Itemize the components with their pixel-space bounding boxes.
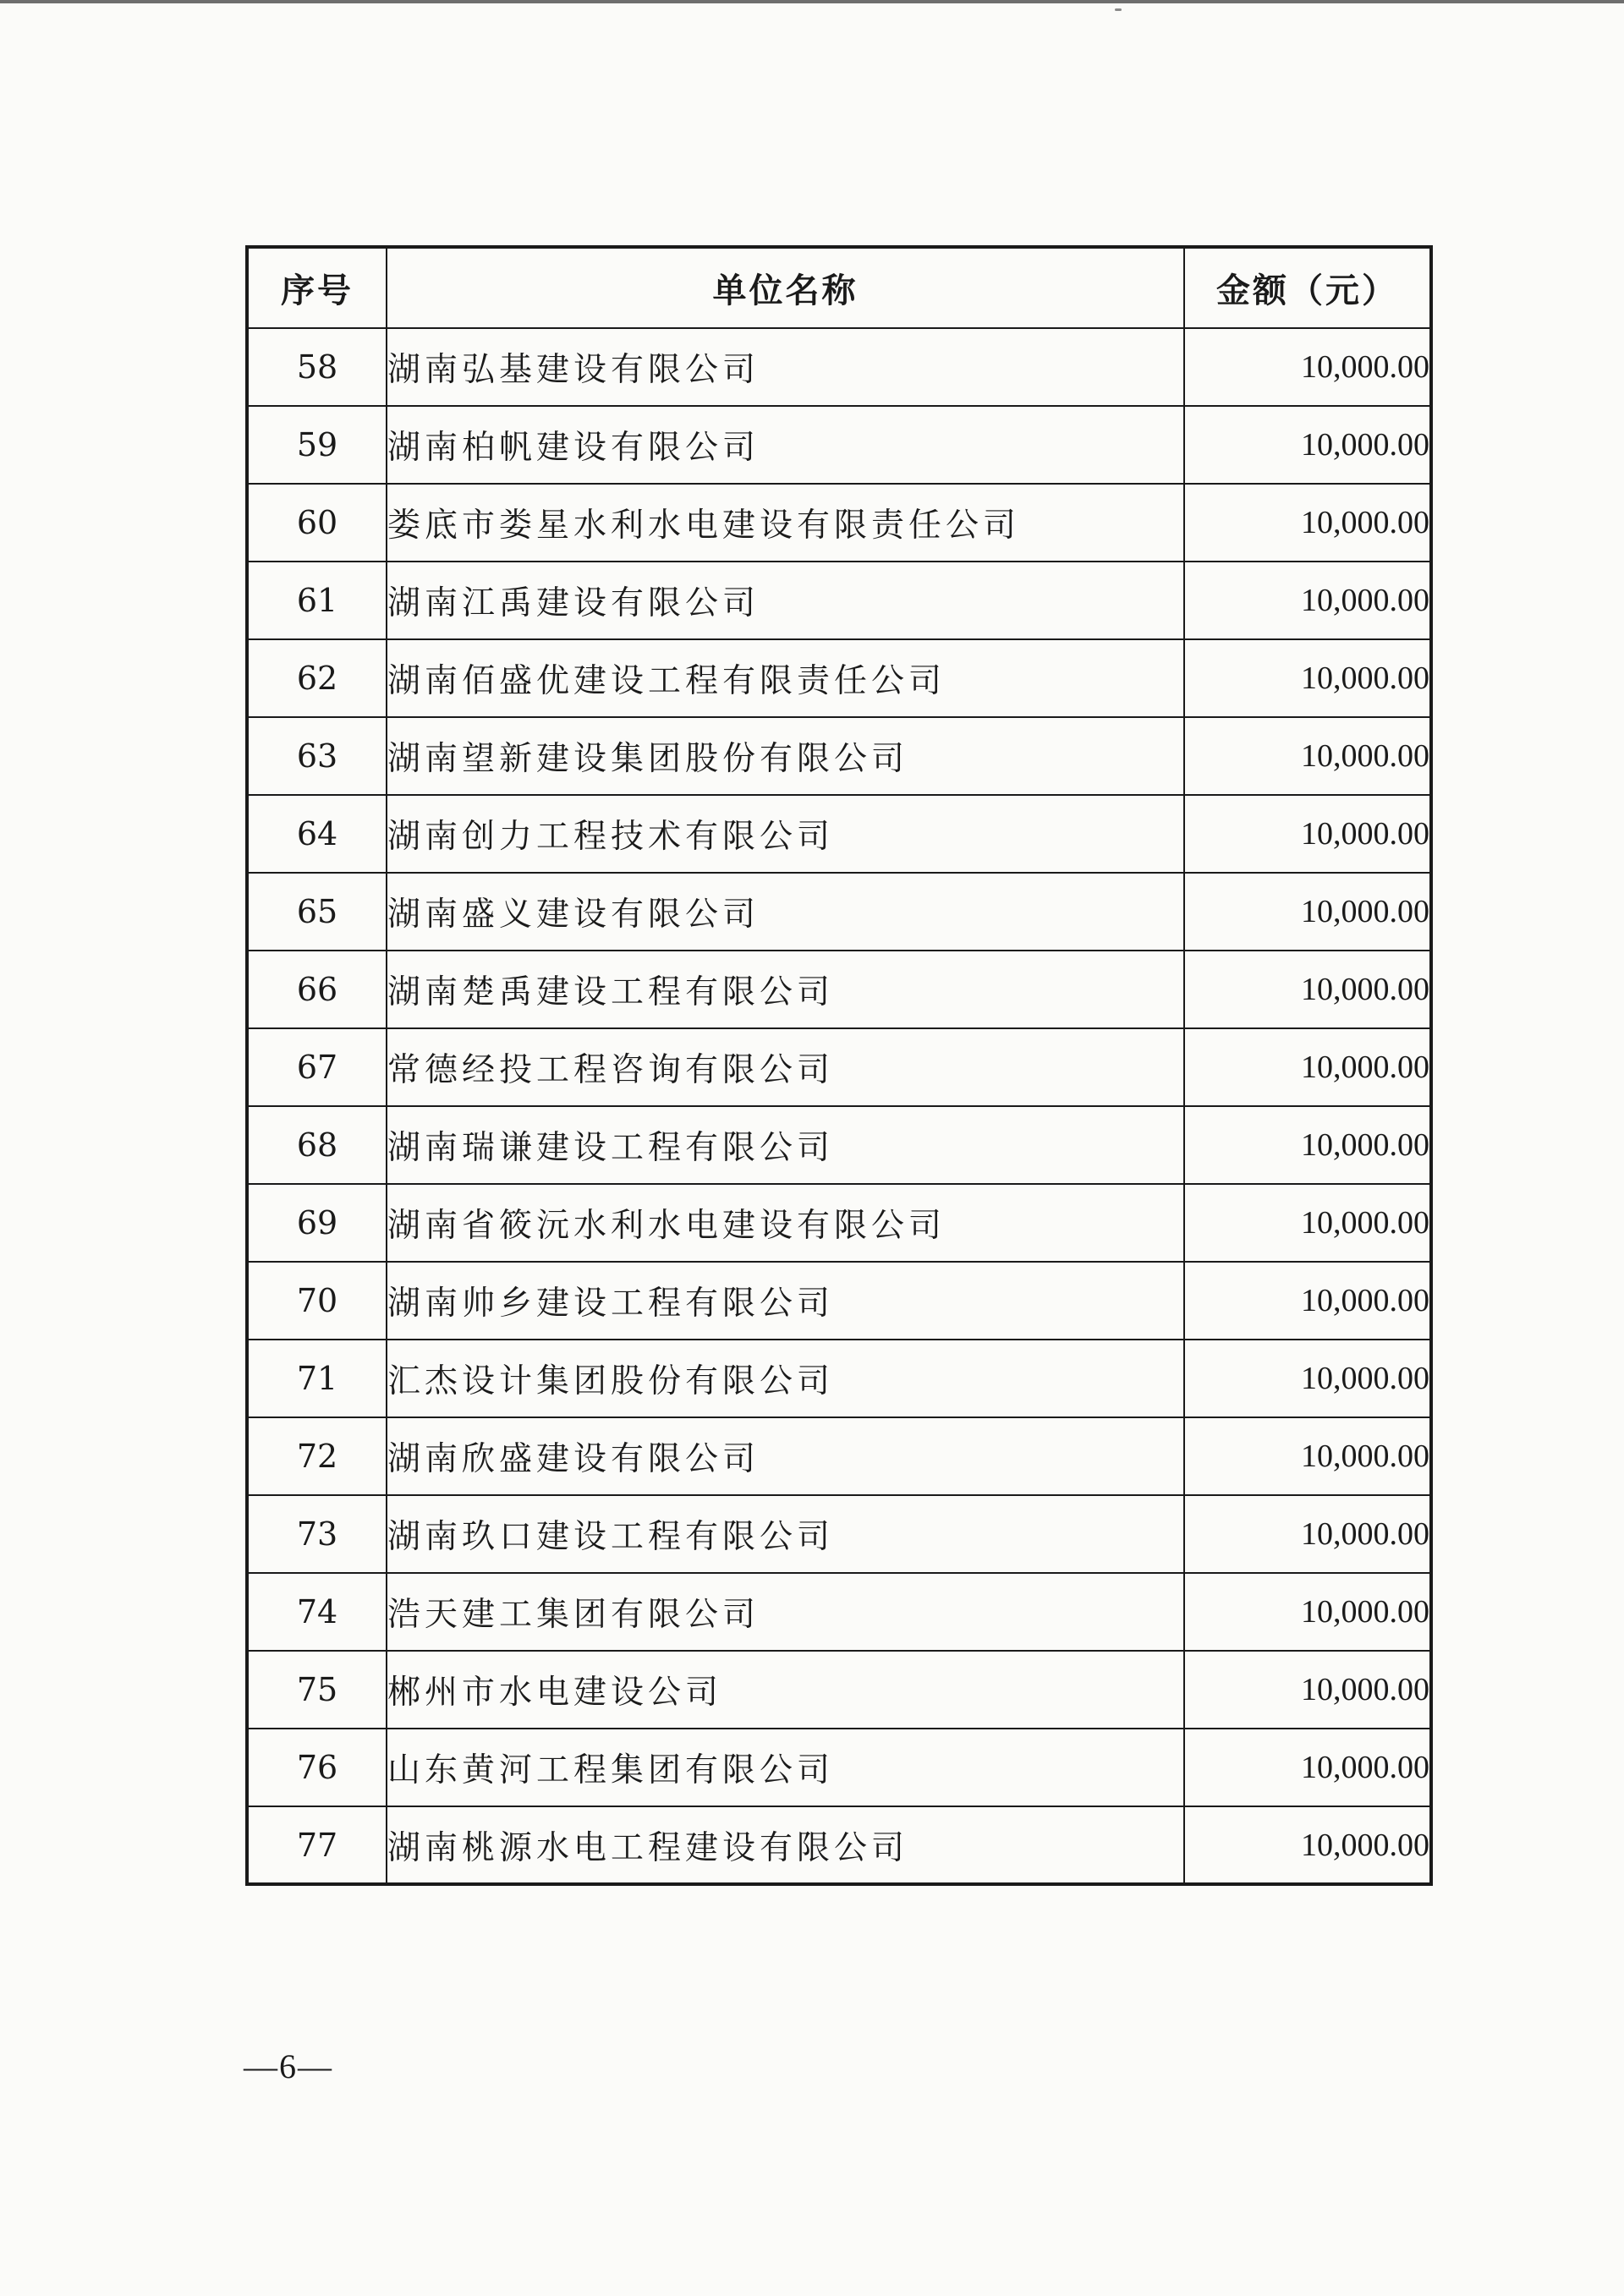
cell-amount: 10,000.00 bbox=[1184, 1184, 1431, 1262]
cell-unit-name: 汇杰设计集团股份有限公司 bbox=[387, 1340, 1184, 1417]
cell-unit-name: 浩天建工集团有限公司 bbox=[387, 1573, 1184, 1651]
cell-unit-name: 湖南欣盛建设有限公司 bbox=[387, 1417, 1184, 1495]
cell-unit-name: 湖南望新建设集团股份有限公司 bbox=[387, 717, 1184, 795]
scan-top-edge bbox=[0, 0, 1624, 3]
cell-amount: 10,000.00 bbox=[1184, 1417, 1431, 1495]
cell-amount: 10,000.00 bbox=[1184, 1495, 1431, 1573]
cell-serial-number: 67 bbox=[247, 1028, 387, 1106]
scan-speck bbox=[1115, 8, 1122, 11]
cell-unit-name: 山东黄河工程集团有限公司 bbox=[387, 1729, 1184, 1806]
cell-unit-name: 湖南玖口建设工程有限公司 bbox=[387, 1495, 1184, 1573]
cell-amount: 10,000.00 bbox=[1184, 1729, 1431, 1806]
table-row bbox=[247, 873, 1431, 951]
cell-amount: 10,000.00 bbox=[1184, 951, 1431, 1028]
table-row bbox=[247, 1262, 1431, 1340]
cell-unit-name: 湖南省筱沅水利水电建设有限公司 bbox=[387, 1184, 1184, 1262]
cell-amount: 10,000.00 bbox=[1184, 406, 1431, 484]
table-row bbox=[247, 1340, 1431, 1417]
cell-amount: 10,000.00 bbox=[1184, 1262, 1431, 1340]
table-row bbox=[247, 717, 1431, 795]
cell-serial-number: 58 bbox=[247, 328, 387, 406]
header-serial-number: 序号 bbox=[247, 247, 387, 328]
cell-unit-name: 常德经投工程咨询有限公司 bbox=[387, 1028, 1184, 1106]
table-row bbox=[247, 1573, 1431, 1651]
cell-serial-number: 68 bbox=[247, 1106, 387, 1184]
cell-serial-number: 62 bbox=[247, 639, 387, 717]
cell-unit-name: 湖南佰盛优建设工程有限责任公司 bbox=[387, 639, 1184, 717]
table-row bbox=[247, 406, 1431, 484]
cell-serial-number: 70 bbox=[247, 1262, 387, 1340]
table-row bbox=[247, 1651, 1431, 1729]
cell-amount: 10,000.00 bbox=[1184, 562, 1431, 639]
cell-unit-name: 湖南创力工程技术有限公司 bbox=[387, 795, 1184, 873]
table-row bbox=[247, 328, 1431, 406]
cell-serial-number: 77 bbox=[247, 1806, 387, 1884]
cell-unit-name: 湖南江禹建设有限公司 bbox=[387, 562, 1184, 639]
cell-unit-name: 娄底市娄星水利水电建设有限责任公司 bbox=[387, 484, 1184, 562]
cell-serial-number: 76 bbox=[247, 1729, 387, 1806]
cell-serial-number: 59 bbox=[247, 406, 387, 484]
cell-unit-name: 湖南帅乡建设工程有限公司 bbox=[387, 1262, 1184, 1340]
cell-unit-name: 郴州市水电建设公司 bbox=[387, 1651, 1184, 1729]
cell-serial-number: 64 bbox=[247, 795, 387, 873]
cell-unit-name: 湖南桃源水电工程建设有限公司 bbox=[387, 1806, 1184, 1884]
cell-serial-number: 61 bbox=[247, 562, 387, 639]
cell-amount: 10,000.00 bbox=[1184, 1806, 1431, 1884]
table-row bbox=[247, 639, 1431, 717]
table-row bbox=[247, 1028, 1431, 1106]
cell-serial-number: 73 bbox=[247, 1495, 387, 1573]
table-row bbox=[247, 1806, 1431, 1884]
cell-serial-number: 65 bbox=[247, 873, 387, 951]
cell-amount: 10,000.00 bbox=[1184, 1028, 1431, 1106]
table-body bbox=[247, 328, 1431, 1884]
cell-unit-name: 湖南弘基建设有限公司 bbox=[387, 328, 1184, 406]
cell-amount: 10,000.00 bbox=[1184, 484, 1431, 562]
table-row bbox=[247, 1106, 1431, 1184]
contribution-table bbox=[245, 245, 1433, 1886]
table-row bbox=[247, 562, 1431, 639]
cell-amount: 10,000.00 bbox=[1184, 1573, 1431, 1651]
cell-serial-number: 72 bbox=[247, 1417, 387, 1495]
cell-amount: 10,000.00 bbox=[1184, 795, 1431, 873]
cell-unit-name: 湖南瑞谦建设工程有限公司 bbox=[387, 1106, 1184, 1184]
cell-amount: 10,000.00 bbox=[1184, 1106, 1431, 1184]
cell-serial-number: 71 bbox=[247, 1340, 387, 1417]
header-amount: 金额（元） bbox=[1184, 247, 1431, 328]
cell-amount: 10,000.00 bbox=[1184, 1651, 1431, 1729]
cell-amount: 10,000.00 bbox=[1184, 1340, 1431, 1417]
cell-amount: 10,000.00 bbox=[1184, 873, 1431, 951]
page-number: —6— bbox=[244, 2047, 333, 2085]
table-row bbox=[247, 1417, 1431, 1495]
cell-serial-number: 66 bbox=[247, 951, 387, 1028]
table-row bbox=[247, 1729, 1431, 1806]
cell-unit-name: 湖南柏帆建设有限公司 bbox=[387, 406, 1184, 484]
cell-serial-number: 60 bbox=[247, 484, 387, 562]
cell-amount: 10,000.00 bbox=[1184, 639, 1431, 717]
table-row bbox=[247, 1495, 1431, 1573]
table-header-row bbox=[247, 247, 1431, 328]
cell-serial-number: 63 bbox=[247, 717, 387, 795]
table-row bbox=[247, 484, 1431, 562]
table-row bbox=[247, 795, 1431, 873]
table-row bbox=[247, 1184, 1431, 1262]
cell-serial-number: 69 bbox=[247, 1184, 387, 1262]
table-row bbox=[247, 951, 1431, 1028]
cell-amount: 10,000.00 bbox=[1184, 717, 1431, 795]
cell-unit-name: 湖南盛义建设有限公司 bbox=[387, 873, 1184, 951]
cell-serial-number: 74 bbox=[247, 1573, 387, 1651]
header-unit-name: 单位名称 bbox=[387, 247, 1184, 328]
cell-serial-number: 75 bbox=[247, 1651, 387, 1729]
cell-amount: 10,000.00 bbox=[1184, 328, 1431, 406]
cell-unit-name: 湖南楚禹建设工程有限公司 bbox=[387, 951, 1184, 1028]
